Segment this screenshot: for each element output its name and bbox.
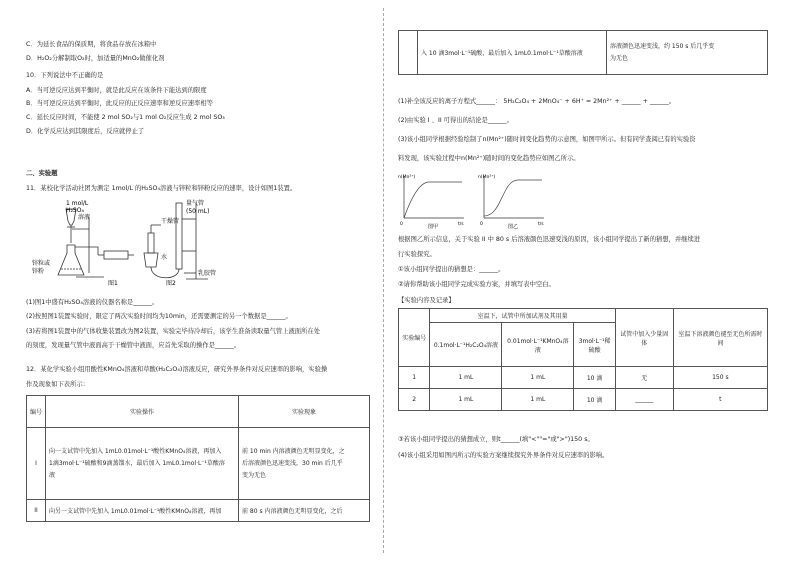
gas-tube-label-1: 量气管 xyxy=(186,200,205,207)
graph-a-ylabel: n(Mn²⁺) xyxy=(398,175,416,180)
q10-option-a: A．当可逆反应达到平衡时，就是此反应在该条件下能达到的限度 xyxy=(26,87,207,94)
column-divider xyxy=(383,8,384,553)
gas-tube-label-2: (50 mL) xyxy=(186,208,210,215)
t1c-op: 入 10 滴3mol·L⁻¹硫酸，最后加入 1mL0.1mol·L⁻¹草酸溶液 xyxy=(418,31,607,75)
q10-option-c: C．延长反应时间，不能使 2 mol SO₂与1 mol O₂反应生成 2 mol SO₃ xyxy=(26,114,225,121)
t2-header-solid: 试管中加入少量固体 xyxy=(615,309,673,367)
t2-header-time: 室温下溶液颜色褪至无色所需时间 xyxy=(673,309,767,367)
t1-header-id: 编号 xyxy=(27,396,46,428)
table-row xyxy=(399,367,768,389)
dry-tube xyxy=(148,233,154,253)
t2-r2-b: 1 mL xyxy=(502,389,574,411)
acid-label-1: 1 mol/L xyxy=(66,200,89,207)
q10-stem: 10．下列说法中不正确的是 xyxy=(26,72,104,79)
dry-tube-label: 干燥管 xyxy=(161,218,180,225)
graph-b-caption: 图乙 xyxy=(508,224,519,230)
table-row xyxy=(27,428,370,500)
acid-label-3: 溶液 xyxy=(78,214,91,221)
t2-r1-time: 150 s xyxy=(673,367,767,389)
q12-part-3c: ③若该小组同学提出的猜想成立，则t______(填"<""="或">")150 s。 xyxy=(398,436,594,443)
zinc-label-2: 锌粉 xyxy=(32,268,45,275)
q12-part-4: (4)该小组采用如图丙所示的实验方案继续探究外界条件对反应速率的影响。 xyxy=(398,452,609,459)
trend-graphs xyxy=(398,170,568,230)
t2-r2-id: 2 xyxy=(399,389,430,411)
experiment-table-1 xyxy=(26,395,370,522)
q12-hypothesis: ①该小组同学提出的猜想是：______。 xyxy=(398,266,505,273)
graph-b-xlabel: t/s xyxy=(538,222,544,227)
record-title: 【实验内容及记录】 xyxy=(398,297,455,304)
table-row xyxy=(399,31,768,75)
t2-header-a: 0.1mol·L⁻¹H₂C₂O₄溶液 xyxy=(430,323,502,367)
curve-b xyxy=(484,180,542,216)
gas-burette xyxy=(176,203,182,269)
graph-b-ylabel: n(Mn²⁺) xyxy=(478,175,496,180)
q10-option-b: B．当可逆反应达到平衡时，此反应的正反应速率和逆反应速率相等 xyxy=(26,100,213,107)
graph-a-origin: 0 xyxy=(400,222,403,227)
q11-stem: 11．某校化学活动社团为测定 1mol/L 的H₂SO₄溶液与锌粒和锌粉反应的速率，设计如图1装置。 xyxy=(26,185,297,192)
t2-r1-c: 10 滴 xyxy=(574,367,616,389)
experiment-table-2 xyxy=(398,308,768,411)
q12-part-3a: (3)该小组同学根据经验绘制了n(Mn²⁺)随时间变化趋势的示意图，如图甲所示。但有同学查阅已有的实验资 xyxy=(398,136,696,143)
t2-r2-c: 10 滴 xyxy=(574,389,616,411)
q10-option-d: D．化学反应达到其限度后，反应就停止了 xyxy=(26,128,145,135)
t2-header-group: 室温下，试管中所加试剂及其用量 xyxy=(430,309,616,323)
t2-r1-a: 1 mL xyxy=(430,367,502,389)
t1-row1-obs-3: 变为无色 xyxy=(242,471,267,479)
q12-stem-1: 12．某化学实验小组用酸性KMnO₄溶液和草酸(H₂C₂O₄)溶液反应，研究外界条件对反应速率的影响，实验操 xyxy=(26,366,328,373)
q11-part-1: (1)图1中盛有H₂SO₄溶液的仪器名称是______。 xyxy=(26,299,159,306)
t2-header-c: 3mol·L⁻¹稀硫酸 xyxy=(574,323,616,367)
gas-syringe xyxy=(104,251,128,259)
t1-row2-id: II xyxy=(27,500,46,522)
t2-r1-b: 1 mL xyxy=(502,367,574,389)
q12-para-1: 根据图乙所示信息，关于实验 II 中 80 s 后溶液颜色迅速变浅的原因，该小组同学提出了新的猜想，并继续进 xyxy=(398,236,701,243)
t1-row2-op: 向另一支试管中先加入 1mL0.01mol·L⁻¹酸性KMnO₄溶液，再加 xyxy=(46,500,239,522)
rubber-tube-path xyxy=(151,267,179,278)
q9-option-d: D．H₂O₂分解制取O₂时，加适量的MnO₂做催化剂 xyxy=(26,55,165,62)
t2-header-id: 实验编号 xyxy=(399,309,430,367)
t1-row1-op-3: 液 xyxy=(49,471,56,479)
t1-header-op: 实验操作 xyxy=(46,396,239,428)
t2-r1-solid: 无 xyxy=(615,367,673,389)
t1-row2-obs: 前 80 s 内溶液颜色无明显变化，之后 xyxy=(239,500,370,522)
q12-part-2: (2)由实验 I 、II 可得出的结论是______。 xyxy=(398,117,513,124)
t1-row1-op-2: 1滴3mol·L⁻¹硫酸和9滴蒸馏水，最后加入 1mL0.1mol·L⁻¹草酸溶 xyxy=(49,459,225,467)
experiment-table-1-continued xyxy=(398,30,768,75)
acid-label-2: H₂SO₄ xyxy=(66,207,84,214)
q11-part-2: (2)按照图1装置实验时，限定了两次实验时间均为10min，还需要测定的另一个数据是______。 xyxy=(26,313,292,320)
t1-row1-id: I xyxy=(27,428,46,500)
conical-flask xyxy=(58,245,84,275)
apparatus-figure xyxy=(26,195,226,287)
t1-row1-obs-2: 后溶液颜色迅速变浅，30 min 后几乎 xyxy=(242,459,343,467)
graph-a-caption: 图甲 xyxy=(428,224,439,230)
q12-part-1: (1)补全该反应的离子方程式______： 5H₂C₂O₄ + 2MnO₄⁻ + 6H⁺ = 2Mn²⁺ + ______ + ______。 xyxy=(398,98,676,105)
t2-r2-a: 1 mL xyxy=(430,389,502,411)
graph-a-xlabel: t/s xyxy=(458,222,464,227)
q11-part-3b: 的刻度，发现量气管中液面高于干燥管中液面，应首先采取的操作是______。 xyxy=(26,342,241,349)
q9-option-c: C．为延长食品的保质期，将食品存放在冰箱中 xyxy=(26,41,157,48)
q12-para-2: 行实验探究。 xyxy=(398,251,436,258)
t2-header-b: 0.01mol·L⁻¹KMnO₄溶液 xyxy=(502,323,574,367)
zinc-label-1: 锌粒或 xyxy=(32,260,51,267)
t1-header-obs: 实验现象 xyxy=(239,396,370,428)
table-row xyxy=(27,500,370,522)
q12-part-3b: 料发现，该实验过程中n(Mn²⁺)随时间的变化趋势应如图乙所示。 xyxy=(398,155,580,162)
section-title: 二、实验题 xyxy=(26,170,58,177)
q11-part-3a: (3)若将图1装置中的气体收集装置改为图2装置，实验完毕待冷却后，该学生准备读取量气管上液面所在处 xyxy=(26,328,320,335)
t1-row1-obs-1: 前 10 min 内溶液颜色无明显变化，之 xyxy=(242,447,345,455)
water-label: 水 xyxy=(161,254,168,261)
q12-instruction: ②请你帮助该小组同学完成实验方案，并填写表中空白。 xyxy=(398,281,555,288)
curve-a xyxy=(404,182,462,218)
q12-stem-2: 作及现象如下表所示： xyxy=(26,381,89,388)
graph-b-origin: 0 xyxy=(480,222,483,227)
t2-r1-id: 1 xyxy=(399,367,430,389)
rubber-tube-label: 乳胶管 xyxy=(198,270,217,277)
t1c-obs-2: 为无色 xyxy=(610,54,629,62)
figure-1-caption: 图1 xyxy=(108,280,118,287)
t2-r2-time: t xyxy=(673,389,767,411)
figure-2-caption: 图2 xyxy=(166,280,176,287)
t1c-obs-1: 溶液颜色迅速变浅，约 150 s 后几乎变 xyxy=(610,42,715,50)
t2-r2-solid: ______ xyxy=(615,389,673,411)
table-row xyxy=(399,389,768,411)
t1-row1-op-1: 向一支试管中先加入 1mL0.01mol·L⁻¹酸性KMnO₄溶液，再加入 xyxy=(49,447,222,455)
